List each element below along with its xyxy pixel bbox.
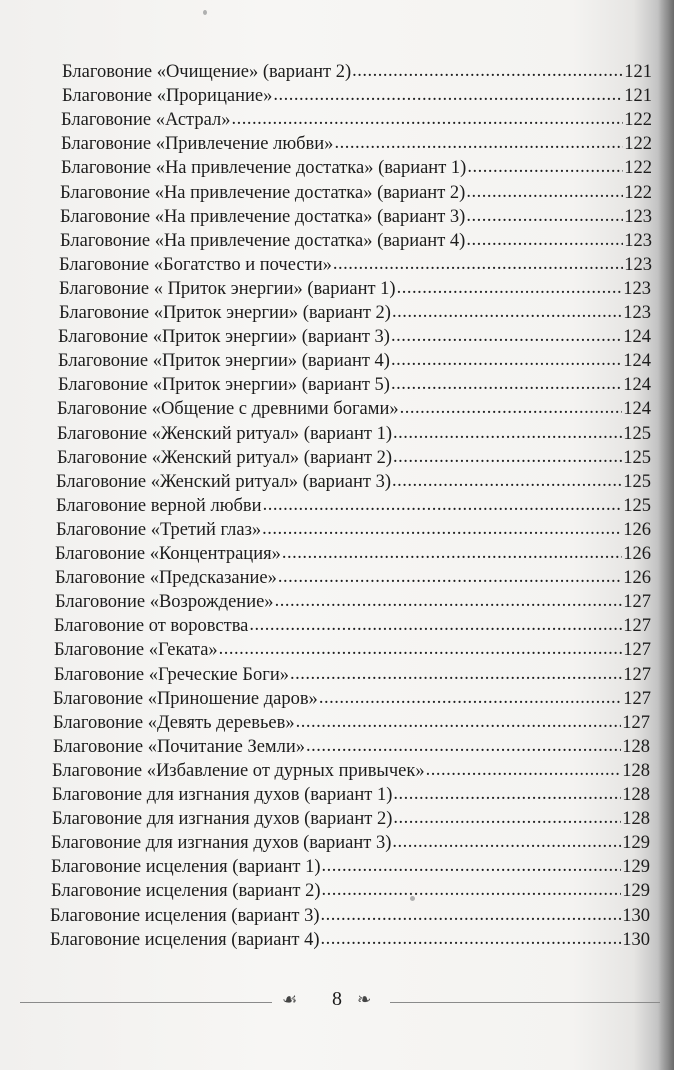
toc-dot-leader [322, 878, 622, 902]
toc-entry-title: Благовоние верной любви [56, 496, 262, 516]
toc-entry-page: 127 [623, 640, 651, 660]
toc-entry-page: 122 [624, 110, 652, 130]
toc-entry [53, 735, 650, 759]
toc-entry-title: Благовоние «Женский ритуал» (вариант 3) [56, 472, 392, 492]
toc-entry [62, 60, 652, 84]
toc-entry-title: Благовоние «Приношение даров» [53, 689, 318, 709]
toc-entry-page: 126 [623, 520, 651, 540]
toc-entry-title: Благовоние для изгнания духов (вариант 2) [52, 809, 393, 829]
toc-entry [51, 831, 650, 855]
toc-entry [55, 566, 651, 590]
toc-entry-title: Благовоние «Приток энергии» (вариант 4) [58, 351, 390, 371]
toc-dot-leader [467, 155, 623, 179]
toc-dot-leader [263, 493, 623, 517]
toc-entry [62, 84, 652, 108]
toc-entry-title: Благовоние «Геката» [54, 640, 218, 660]
toc-entry-title: Благовоние «Прорицание» [62, 86, 273, 106]
toc-dot-leader [321, 927, 622, 951]
toc-entry-title: Благовоние исцеления (вариант 3) [50, 906, 320, 926]
toc-entry-page: 127 [622, 713, 650, 733]
toc-entry-page: 125 [623, 448, 651, 468]
toc-dot-leader [352, 59, 623, 83]
toc-entry-title: Благовоние для изгнания духов (вариант 3) [51, 833, 392, 853]
toc-dot-leader [278, 565, 622, 589]
toc-dot-leader [282, 541, 622, 565]
toc-entry [60, 205, 652, 229]
toc-dot-leader [306, 734, 621, 758]
toc-entry-title: Благовоние «Греческие Боги» [54, 665, 289, 685]
toc-entry-page: 128 [622, 761, 650, 781]
toc-entry [61, 132, 652, 156]
toc-entry [54, 663, 651, 687]
toc-entry-title: Благовоние «Возрождение» [55, 592, 274, 612]
toc-entry [61, 156, 652, 180]
toc-entry [58, 325, 651, 349]
toc-entry-title: Благовоние для изгнания духов (вариант 1) [52, 785, 393, 805]
toc-entry [61, 108, 652, 132]
toc-dot-leader [273, 83, 623, 107]
toc-entry [57, 422, 651, 446]
toc-dot-leader [262, 517, 622, 541]
toc-entry-title: Благовоние «На привлечение достатка» (вариант 1) [61, 158, 467, 178]
toc-entry-title: Благовоние «Третий глаз» [56, 520, 262, 540]
toc-entry-title: Благовоние «На привлечение достатка» (вариант 2) [60, 183, 466, 203]
toc-dot-leader [393, 806, 621, 830]
toc-entry-page: 125 [623, 496, 651, 516]
toc-entry-page: 124 [623, 375, 651, 395]
toc-entry-page: 128 [622, 809, 650, 829]
toc-entry-title: Благовоние «Привлечение любви» [61, 134, 334, 154]
toc-entry-title: Благовоние «Приток энергии» (вариант 3) [58, 327, 390, 347]
ornament-left-icon: ☙ [282, 990, 298, 1010]
toc-entry [52, 783, 650, 807]
toc-dot-leader [393, 421, 622, 445]
toc-dot-leader [296, 710, 622, 734]
toc-entry [50, 904, 650, 928]
toc-entry-title: Благовоние «Концентрация» [55, 544, 281, 564]
toc-entry-page: 123 [623, 303, 651, 323]
toc-entry [55, 542, 651, 566]
footer-rule-right [390, 1002, 660, 1003]
toc-entry-page: 121 [624, 62, 652, 82]
toc-entry-title: Благовоние «Приток энергии» (вариант 2) [59, 303, 391, 323]
toc-entry [58, 349, 651, 373]
toc-dot-leader [275, 589, 623, 613]
toc-entry [57, 446, 651, 470]
toc-entry-title: Благовоние исцеления (вариант 4) [50, 930, 320, 950]
toc-dot-leader [391, 348, 622, 372]
footer-rule-left [20, 1002, 272, 1003]
toc-entry-title: Благовоние «Девять деревьев» [53, 713, 295, 733]
toc-entry-title: Благовоние исцеления (вариант 1) [51, 857, 321, 877]
toc-entry-page: 124 [623, 351, 651, 371]
toc-entry [51, 879, 650, 903]
toc-entry-title: Благовоние «Женский ритуал» (вариант 1) [57, 424, 393, 444]
toc-entry-title: Благовоние «Избавление от дурных привычек» [52, 761, 425, 781]
toc-entry-page: 125 [623, 424, 651, 444]
toc-entry-title: Благовоние «Предсказание» [55, 568, 277, 588]
toc-entry [53, 711, 650, 735]
toc-entry [54, 638, 651, 662]
toc-entry-title: Благовоние «Женский ритуал» (вариант 2) [57, 448, 393, 468]
toc-dot-leader [393, 782, 621, 806]
toc-entry-page: 126 [623, 568, 651, 588]
toc-entry-page: 129 [622, 881, 650, 901]
toc-dot-leader [249, 613, 622, 637]
toc-entry-page: 125 [623, 472, 651, 492]
toc-entry-page: 128 [622, 737, 650, 757]
toc-entry [56, 470, 651, 494]
toc-entry [52, 759, 650, 783]
toc-entry-title: Благовоние от воровства [54, 616, 249, 636]
toc-entry [57, 397, 651, 421]
toc-entry-page: 122 [624, 134, 652, 154]
toc-entry-title: Благовоние «На привлечение достатка» (вариант 4) [60, 231, 466, 251]
toc-entry [50, 928, 650, 952]
toc-dot-leader [397, 276, 623, 300]
toc-dot-leader [466, 204, 623, 228]
toc-entry [60, 229, 652, 253]
toc-entry-title: Благовоние « Приток энергии» (вариант 1) [59, 279, 396, 299]
page-footer [20, 982, 660, 1022]
toc-dot-leader [392, 300, 622, 324]
toc-dot-leader [392, 830, 621, 854]
toc-entry [55, 590, 651, 614]
ornament-right-icon: ❧ [357, 990, 372, 1010]
toc-dot-leader [392, 469, 622, 493]
toc-entry-title: Благовоние «На привлечение достатка» (вариант 3) [60, 207, 466, 227]
toc-entry [56, 494, 651, 518]
toc-entry-title: Благовоние «Общение с древними богами» [57, 399, 399, 419]
toc-entry [52, 807, 650, 831]
page-number: 8 [332, 988, 342, 1010]
toc-entry-page: 127 [623, 689, 651, 709]
toc-entry [59, 277, 651, 301]
toc-entry [51, 855, 650, 879]
toc-entry-page: 124 [623, 327, 651, 347]
toc-entry-page: 122 [624, 183, 652, 203]
toc-entry-page: 128 [622, 785, 650, 805]
toc-dot-leader [231, 107, 623, 131]
toc-entry [59, 301, 651, 325]
toc-entry-page: 130 [622, 906, 650, 926]
toc-entry-page: 122 [624, 158, 652, 178]
toc-entry-page: 123 [623, 279, 651, 299]
toc-dot-leader [290, 662, 622, 686]
toc-dot-leader [391, 324, 622, 348]
toc-dot-leader [426, 758, 622, 782]
page-edge-shadow [658, 0, 674, 1070]
toc-dot-leader [391, 372, 622, 396]
toc-dot-leader [466, 180, 623, 204]
toc-entry-page: 123 [624, 207, 652, 227]
toc-entry-title: Благовоние «Приток энергии» (вариант 5) [58, 375, 390, 395]
toc-entry [58, 373, 651, 397]
toc-entry-title: Благовоние «Богатство и почести» [59, 255, 332, 275]
toc-entry-page: 130 [622, 930, 650, 950]
toc-entry-page: 129 [622, 833, 650, 853]
toc-entry-title: Благовоние «Очищение» (вариант 2) [62, 62, 352, 82]
toc-entry [59, 253, 652, 277]
toc-entry-page: 124 [623, 399, 651, 419]
toc-entry-page: 129 [622, 857, 650, 877]
toc-dot-leader [321, 903, 622, 927]
toc-entry-page: 126 [623, 544, 651, 564]
toc-dot-leader [466, 228, 623, 252]
toc-dot-leader [322, 854, 622, 878]
toc-dot-leader [319, 686, 622, 710]
toc-entry-page: 123 [624, 231, 652, 251]
toc-dot-leader [333, 252, 623, 276]
toc-entry-page: 127 [623, 665, 651, 685]
toc-entry-title: Благовоние «Почитание Земли» [53, 737, 306, 757]
toc-dot-leader [334, 131, 623, 155]
toc-entry [54, 614, 651, 638]
paper-speck [203, 10, 207, 15]
toc-entry [60, 181, 652, 205]
toc-entry [53, 687, 651, 711]
toc-entry-page: 121 [624, 86, 652, 106]
toc-dot-leader [219, 637, 623, 661]
toc-entry-title: Благовоние исцеления (вариант 2) [51, 881, 321, 901]
toc-entry-page: 127 [623, 616, 651, 636]
toc-entry [56, 518, 651, 542]
toc-entry-title: Благовоние «Астрал» [61, 110, 231, 130]
toc-dot-leader [393, 445, 622, 469]
toc-dot-leader [400, 396, 623, 420]
toc-entry-page: 123 [624, 255, 652, 275]
toc-entry-page: 127 [623, 592, 651, 612]
